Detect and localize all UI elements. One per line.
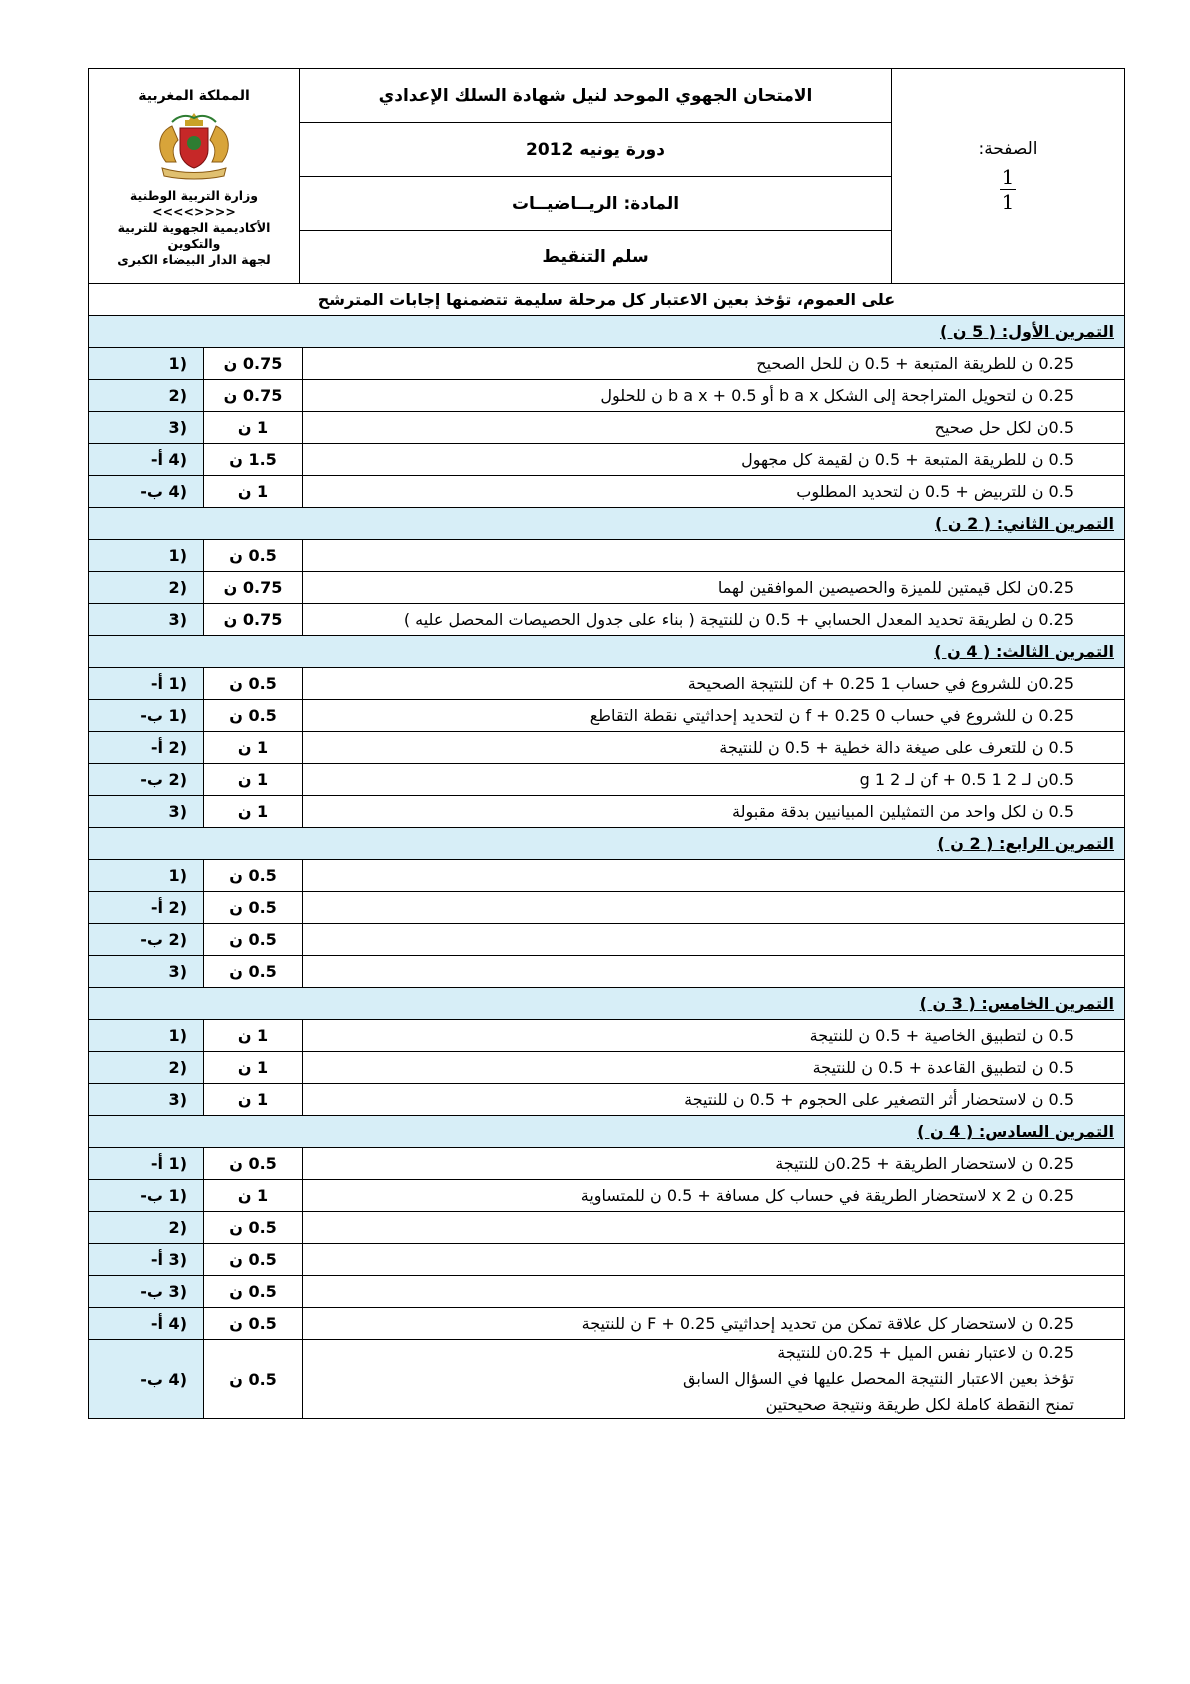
grading-criteria (303, 1212, 1125, 1244)
grading-row (89, 1084, 1125, 1116)
grading-criteria (303, 732, 1125, 764)
criteria-line: 0.5 ن للطريقة المتبعة + 0.5 ن لقيمة كل مجهول (741, 449, 1074, 469)
criteria-line: 0.25 ن لطريقة تحديد المعدل الحسابي + 0.5 ن للنتيجة ( بناء على جدول الحصيصات المحصل عليه ) (403, 609, 1074, 629)
grading-criteria (303, 1244, 1125, 1276)
criteria-line: 0.5ن لـ 2 1 f + 0.5ن لـ 2 1 g (859, 769, 1074, 789)
exam-header (88, 68, 1125, 284)
question-points: 0.5 ن (204, 1212, 303, 1244)
question-number: (3 (89, 412, 204, 444)
grading-row (89, 380, 1125, 412)
grading-criteria (303, 892, 1125, 924)
question-points: 1 ن (204, 1020, 303, 1052)
ministry-block (89, 69, 300, 284)
question-points: 0.5 ن (204, 1244, 303, 1276)
grading-criteria (303, 476, 1125, 508)
grading-row (89, 572, 1125, 604)
page-fraction (1000, 165, 1017, 214)
grading-row (89, 540, 1125, 572)
grading-criteria (303, 1340, 1125, 1419)
criteria-line: 0.25ن لكل قيمتين للميزة والحصيصين الموافقين لهما (717, 577, 1074, 597)
question-points: 1 ن (204, 412, 303, 444)
grading-row (89, 796, 1125, 828)
exercise-title: التمرين الثالث: ( 4 ن ) (89, 636, 1125, 668)
grading-row (89, 924, 1125, 956)
question-points: 0.75 ن (204, 380, 303, 412)
grading-criteria (303, 668, 1125, 700)
grading-row (89, 1052, 1125, 1084)
grading-criteria (303, 860, 1125, 892)
question-number: (3 (89, 1084, 204, 1116)
question-number: (3 (89, 796, 204, 828)
question-points: 1.5 ن (204, 444, 303, 476)
exam-session: دورة يونيه 2012 (300, 123, 892, 177)
criteria-line: 0.5 ن لتطبيق الخاصية + 0.5 ن للنتيجة (809, 1025, 1074, 1045)
criteria-line: تؤخذ بعين الاعتبار النتيجة المحصل عليها في السؤال السابق (683, 1369, 1074, 1388)
page-label: الصفحة: (978, 138, 1038, 159)
criteria-line: 0.25ن للشروع في حساب 1 f + 0.25ن للنتيجة الصحيحة (687, 673, 1074, 693)
question-number: (2 أ- (89, 732, 204, 764)
question-points: 0.75 ن (204, 572, 303, 604)
grading-criteria (303, 924, 1125, 956)
question-number: (2 (89, 1212, 204, 1244)
question-points: 1 ن (204, 476, 303, 508)
grading-row (89, 860, 1125, 892)
question-points: 0.75 ن (204, 604, 303, 636)
criteria-line: 0.25 ن 2 x لاستحضار الطريقة في حساب كل مسافة + 0.5 ن للمتساوية (580, 1185, 1074, 1205)
question-points: 0.5 ن (204, 1276, 303, 1308)
criteria-line: 0.5 ن لتطبيق القاعدة + 0.5 ن للنتيجة (812, 1057, 1074, 1077)
question-points: 0.5 ن (204, 924, 303, 956)
grading-row (89, 1148, 1125, 1180)
exercise-title: التمرين الثاني: ( 2 ن ) (89, 508, 1125, 540)
question-number: (3 ب- (89, 1276, 204, 1308)
kingdom-name: المملكة المغربية (138, 88, 250, 104)
grading-row (89, 1308, 1125, 1340)
criteria-line: 0.5 ن لكل واحد من التمثيلين المبيانيين بدقة مقبولة (732, 801, 1074, 821)
document-type: سلم التنقيط (300, 231, 892, 284)
question-number: (1 أ- (89, 1148, 204, 1180)
question-number: (1 (89, 540, 204, 572)
grading-row (89, 1340, 1125, 1419)
page-total: 1 (1001, 189, 1015, 214)
question-number: (3 (89, 604, 204, 636)
question-number: (1 (89, 1020, 204, 1052)
grading-row (89, 348, 1125, 380)
question-number: (3 (89, 956, 204, 988)
question-points: 0.5 ن (204, 700, 303, 732)
grading-row (89, 604, 1125, 636)
question-points: 0.75 ن (204, 348, 303, 380)
criteria-line: 0.25 ن للطريقة المتبعة + 0.5 ن للحل الصحيح (756, 353, 1074, 373)
exercise-header-row (89, 1116, 1125, 1148)
exercise-title: التمرين الأول: ( 5 ن ) (89, 316, 1125, 348)
academy-name: الأكاديمية الجهوية للتربية والتكوين (117, 220, 271, 251)
question-points: 1 ن (204, 732, 303, 764)
question-points: 0.5 ن (204, 540, 303, 572)
criteria-line: 0.25 ن لاستحضار كل علاقة تمكن من تحديد إحداثيتي F + 0.25 ن للنتيجة (581, 1313, 1074, 1333)
question-number: (4 أ- (89, 444, 204, 476)
grading-row (89, 476, 1125, 508)
grading-row (89, 1020, 1125, 1052)
general-note-row (89, 284, 1125, 316)
grading-criteria (303, 1084, 1125, 1116)
exercise-header-row (89, 636, 1125, 668)
grading-row (89, 668, 1125, 700)
question-points: 0.5 ن (204, 1308, 303, 1340)
criteria-line: 0.25 ن لاستحضار الطريقة + 0.25ن للنتيجة (775, 1153, 1074, 1173)
question-points: 0.5 ن (204, 956, 303, 988)
question-points: 0.5 ن (204, 860, 303, 892)
question-number: (2 (89, 572, 204, 604)
grading-criteria (303, 444, 1125, 476)
ministry-name: وزارة التربية الوطنية (129, 188, 259, 203)
grading-criteria (303, 540, 1125, 572)
question-number: (3 أ- (89, 1244, 204, 1276)
grading-criteria (303, 796, 1125, 828)
criteria-line: 0.25 ن لتحويل المتراجحة إلى الشكل b a x أو b a x + 0.5 ن للحلول (600, 385, 1074, 405)
grading-criteria (303, 1276, 1125, 1308)
question-points: 1 ن (204, 796, 303, 828)
grading-row (89, 956, 1125, 988)
grading-row (89, 412, 1125, 444)
question-number: (1 (89, 860, 204, 892)
page-indicator (892, 69, 1125, 284)
grading-criteria (303, 380, 1125, 412)
grading-criteria (303, 572, 1125, 604)
question-points: 1 ن (204, 1180, 303, 1212)
grading-criteria (303, 1020, 1125, 1052)
question-number: (1 ب- (89, 700, 204, 732)
exercise-header-row (89, 316, 1125, 348)
grading-row (89, 700, 1125, 732)
grading-criteria (303, 764, 1125, 796)
question-points: 0.5 ن (204, 892, 303, 924)
grading-row (89, 444, 1125, 476)
criteria-line: 0.25 ن للشروع في حساب 0 f + 0.25 ن لتحديد إحداثيتي نقطة التقاطع (589, 705, 1074, 725)
question-points: 1 ن (204, 764, 303, 796)
grading-row (89, 1180, 1125, 1212)
grading-criteria (303, 348, 1125, 380)
grading-scale-table (88, 283, 1125, 1419)
exercise-header-row (89, 988, 1125, 1020)
exercise-title: التمرين الرابع: ( 2 ن ) (89, 828, 1125, 860)
criteria-line: 0.25 ن لاعتبار نفس الميل + 0.25ن للنتيجة (777, 1343, 1074, 1362)
question-number: (4 ب- (89, 1340, 204, 1419)
question-points: 1 ن (204, 1084, 303, 1116)
question-number: (4 ب- (89, 476, 204, 508)
grading-criteria (303, 1180, 1125, 1212)
grading-criteria (303, 604, 1125, 636)
grading-row (89, 892, 1125, 924)
grading-criteria (303, 412, 1125, 444)
question-points: 0.5 ن (204, 668, 303, 700)
exam-subject: المادة: الريــاضيــات (300, 177, 892, 231)
grading-criteria (303, 956, 1125, 988)
exercise-header-row (89, 828, 1125, 860)
grading-row (89, 1244, 1125, 1276)
question-points: 0.5 ن (204, 1340, 303, 1419)
question-number: (2 ب- (89, 924, 204, 956)
question-number: (1 ب- (89, 1180, 204, 1212)
criteria-line: تمنح النقطة كاملة لكل طريقة ونتيجة صحيحتين (765, 1395, 1074, 1414)
grading-row (89, 1212, 1125, 1244)
criteria-line: 0.5 ن للتربيض + 0.5 ن لتحديد المطلوب (796, 481, 1074, 501)
grading-criteria (303, 1308, 1125, 1340)
grading-criteria (303, 1148, 1125, 1180)
page-number: 1 (1001, 164, 1015, 189)
question-points: 1 ن (204, 1052, 303, 1084)
question-number: (2 أ- (89, 892, 204, 924)
question-number: (2 (89, 1052, 204, 1084)
coat-of-arms-icon (152, 110, 236, 180)
criteria-line: 0.5 ن للتعرف على صيغة دالة خطية + 0.5 ن للنتيجة (719, 737, 1074, 757)
criteria-line: 0.5 ن لاستحضار أثر التصغير على الحجوم + 0.5 ن للنتيجة (684, 1089, 1074, 1109)
question-points: 0.5 ن (204, 1148, 303, 1180)
criteria-line: 0.5ن لكل حل صحيح (934, 417, 1074, 437)
exercise-title: التمرين الخامس: ( 3 ن ) (89, 988, 1125, 1020)
grading-criteria (303, 700, 1125, 732)
question-number: (4 أ- (89, 1308, 204, 1340)
exam-title: الامتحان الجهوي الموحد لنيل شهادة السلك الإعدادي (300, 69, 892, 123)
general-note: على العموم، تؤخذ بعين الاعتبار كل مرحلة سليمة تتضمنها إجابات المترشح (89, 284, 1125, 316)
question-number: (2 (89, 380, 204, 412)
separator-mark: <<<<>>>> (152, 204, 236, 219)
grading-row (89, 764, 1125, 796)
question-number: (2 ب- (89, 764, 204, 796)
grading-criteria (303, 1052, 1125, 1084)
question-number: (1 (89, 348, 204, 380)
exercise-header-row (89, 508, 1125, 540)
grading-row (89, 1276, 1125, 1308)
grading-row (89, 732, 1125, 764)
question-number: (1 أ- (89, 668, 204, 700)
region-name: لجهة الدار البيضاء الكبرى (117, 252, 271, 267)
exercise-title: التمرين السادس: ( 4 ن ) (89, 1116, 1125, 1148)
